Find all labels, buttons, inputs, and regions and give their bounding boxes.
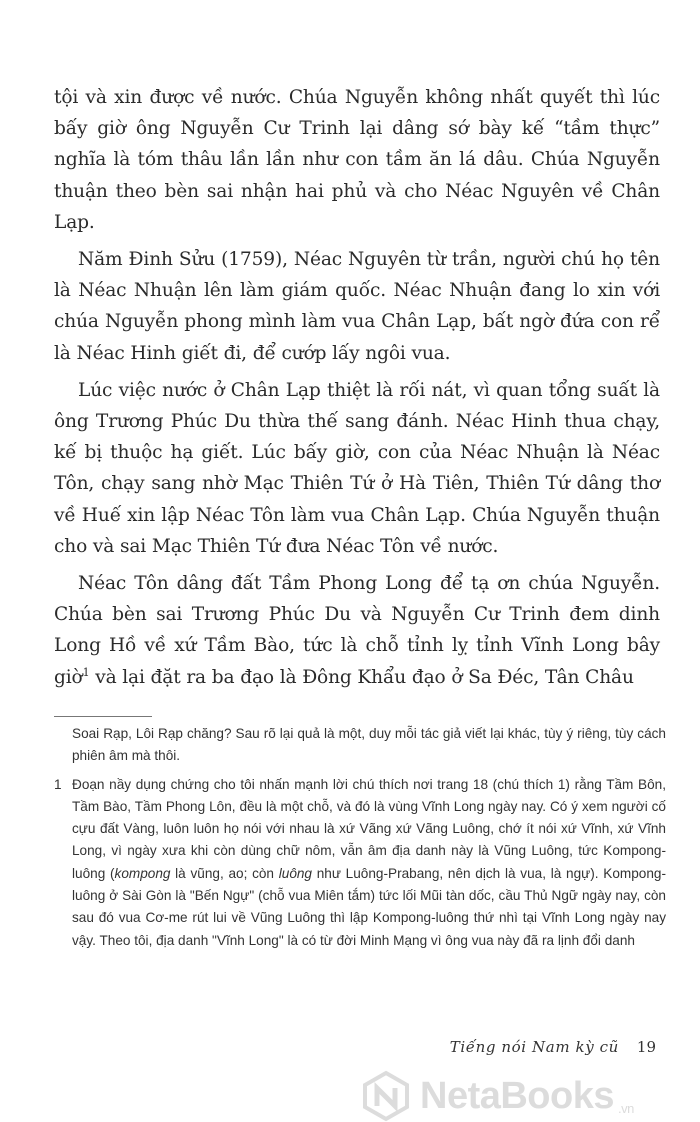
footnote-reference: 1 (82, 665, 90, 679)
body-paragraph: Năm Đinh Sửu (1759), Néac Nguyên từ trần, người chú họ tên là Néac Nhuận lên làm giám quốc. Néac Nhuận đang lo xin với chúa Nguyễn phong mình làm vua Chân Lạp, bất ngờ đứa con rể là Néac Hinh giết đi, để cướp lấy ngôi vua. (54, 249, 660, 364)
body-paragraph: Lúc việc nước ở Chân Lạp thiệt là rối nát, vì quan tổng suất là ông Trương Phúc Du thừa thế sang đánh. Néac Hinh thua chạy, kế bị thuộc hạ giết. Lúc bấy giờ, con của Néac Nhuận là Néac Tôn, chạy sang nhờ Mạc Thiên Tứ ở Hà Tiên, Thiên Tứ dâng thơ về Huế xin lập Néac Tôn làm vua Chân Lạp. Chúa Nguyễn thuận cho và sai Mạc Thiên Tứ đưa Néac Tôn về nước. (54, 379, 660, 557)
footnote-segment: như Luông-Prabang, nên dịch là vua, là ngự). Kompong-luông ở Sài Gòn là "Bến Ngự" (chỗ vua Miên tắm) tức lối Mũi tàn dốc, cầu Thủ Ngữ ngày nay, còn sau đó vua Cơ-me rút lui về Vũng Luông thì lập Kompong-luông thứ nhì tại Vĩnh Long ngày nay vậy. Theo tôi, địa danh "Vĩnh Long" là có từ đời Minh Mạng vì ông vua này đã ra lịnh đổi danh (72, 865, 666, 948)
footnote-segment: là vũng, ao; còn (170, 865, 279, 881)
netabooks-logo-icon (360, 1070, 412, 1122)
footnote-1 (54, 774, 666, 952)
watermark-brand: NetaBooks (420, 1074, 614, 1117)
running-title: Tiếng nói Nam kỳ cũ (449, 1038, 619, 1056)
body-paragraph: tội và xin được về nước. Chúa Nguyễn không nhất quyết thì lúc bấy giờ ông Nguyễn Cư Trinh lại dâng sớ bày kế “tầm thực” nghĩa là tóm thâu lần lần như con tầm ăn lá dâu. Chúa Nguyễn thuận theo bèn sai nhận hai phủ và cho Néac Nguyên về Chân Lạp. (54, 87, 660, 233)
footnote-number: 1 (54, 776, 62, 792)
footnote-text (72, 774, 666, 952)
watermark (360, 1070, 634, 1122)
footnote-italic: luông (278, 865, 312, 881)
footnote-divider (54, 716, 152, 717)
footnote-segment: Đoạn nầy dụng chứng cho tôi nhấn mạnh lời chú thích nơi trang 18 (chú thích 1) rằng Tầm Bôn, Tầm Bào, Tầm Phong Lôn, đều là một chỗ, và đó là vùng Vĩnh Long ngày nay. Có ý xem người cố cựu đất Vàng, luôn luôn họ nói với nhau là xứ Vãng xứ Vãng Luông, chớ ít nói xứ Vĩnh, xứ Vĩnh Long, vì ngày xưa khi còn dùng chữ nôm, vẫn âm địa danh này là Vũng Luông, tức Kompong-luông ( (72, 776, 666, 881)
footnote-continuation: Soai Rạp, Lôi Rạp chăng? Sau rõ lại quả là một, duy mỗi tác giả viết lại khác, tùy ý riêng, tùy cách phiên âm mà thôi. (72, 726, 666, 764)
body-paragraph (54, 568, 660, 693)
paragraph-text: Néac Tôn dâng đất Tầm Phong Long để tạ ơn chúa Nguyễn. Chúa bèn sai Trương Phúc Du và Nguyễn Cư Trinh đem dinh Long Hồ về xứ Tầm Bào, tức là chỗ tỉnh lỵ tỉnh Vĩnh Long bây giờ (54, 573, 660, 688)
page-number: 19 (636, 1038, 656, 1056)
paragraph-text: và lại đặt ra ba đạo là Đông Khẩu đạo ở Sa Đéc, Tân Châu (89, 666, 634, 688)
footnotes (54, 723, 666, 952)
footnote-italic: kompong (114, 865, 171, 881)
running-footer (450, 1038, 656, 1056)
watermark-suffix: .vn (618, 1101, 634, 1116)
main-text (54, 82, 660, 699)
